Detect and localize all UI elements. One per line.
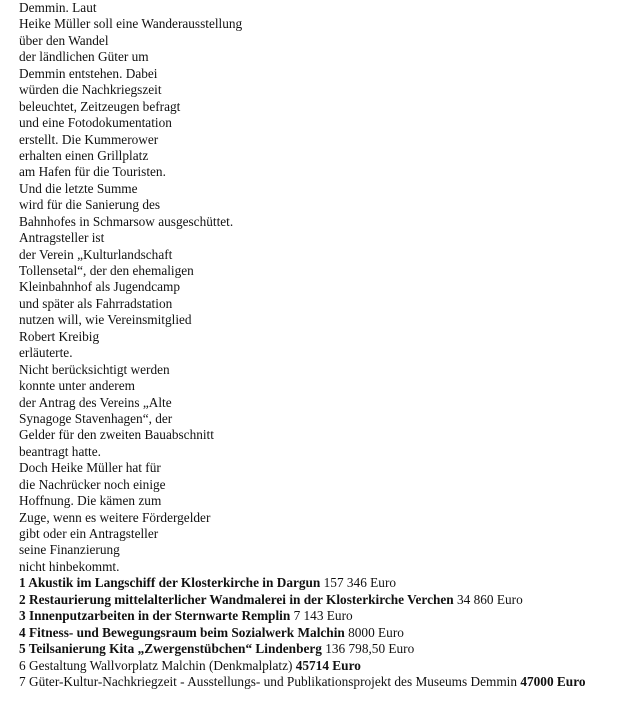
text-line: über den Wandel <box>19 32 109 48</box>
project-title: 2 Restaurierung mittelalterlicher Wandmalerei in der Klosterkirche Verchen <box>19 591 454 607</box>
project-item <box>19 592 619 608</box>
project-title: 6 Gestaltung Wallvorplatz Malchin (Denkmalplatz) <box>19 657 293 673</box>
text-line: Zuge, wenn es weitere Fördergelder <box>19 509 211 525</box>
text-line: am Hafen für die Touristen. <box>19 164 166 180</box>
project-title: 3 Innenputzarbeiten in der Sternwarte Remplin <box>19 608 291 624</box>
text-line: Und die letzte Summe <box>19 180 138 196</box>
text-line: der Antrag des Vereins „Alte <box>19 394 172 410</box>
article-text <box>19 0 619 575</box>
text-line: Robert Kreibig <box>19 328 100 344</box>
project-item <box>19 658 619 674</box>
text-line: Doch Heike Müller hat für <box>19 460 161 476</box>
project-amount: 45714 Euro <box>295 657 361 673</box>
project-item <box>19 625 619 641</box>
text-line: Synagoge Stavenhagen“, der <box>19 410 173 426</box>
project-amount: 34 860 Euro <box>457 591 523 607</box>
text-line: Hoffnung. Die kämen zum <box>19 493 162 509</box>
text-line: Bahnhofes in Schmarsow ausgeschüttet. <box>19 213 234 229</box>
project-item <box>19 608 619 624</box>
text-line: Demmin. Laut <box>19 0 97 15</box>
project-amount: 7 143 Euro <box>293 608 353 624</box>
project-title: 7 Güter-Kultur-Nachkriegzeit - Ausstellungs- und Publikationsprojekt des Museums Demmin <box>19 673 518 689</box>
project-amount: 136 798,50 Euro <box>325 641 415 657</box>
project-title: 1 Akustik im Langschiff der Klosterkirche in Dargun <box>19 575 321 591</box>
text-line: Gelder für den zweiten Bauabschnitt <box>19 427 214 443</box>
text-line: die Nachrücker noch einige <box>19 476 166 492</box>
project-title: 5 Teilsanierung Kita „Zwergenstübchen“ Lindenberg <box>19 641 322 657</box>
text-line: Tollensetal“, der den ehemaligen <box>19 263 194 278</box>
text-line: Nicht berücksichtigt werden <box>19 361 170 377</box>
project-item <box>19 641 619 657</box>
text-line: nutzen will, wie Vereinsmitglied <box>19 312 192 328</box>
project-amount: 8000 Euro <box>348 624 404 640</box>
project-amount: 47000 Euro <box>520 673 586 689</box>
text-line: seine Finanzierung <box>19 542 120 558</box>
project-amount: 157 346 Euro <box>323 575 397 591</box>
text-line: Antragsteller ist <box>19 230 105 246</box>
text-line: und später als Fahrradstation <box>19 295 173 311</box>
text-line: würden die Nachkriegszeit <box>19 82 162 98</box>
project-item <box>19 575 619 591</box>
text-line: beantragt hatte. <box>19 443 101 459</box>
text-line: beleuchtet, Zeitzeugen befragt <box>19 98 181 114</box>
text-line: Demmin entstehen. Dabei <box>19 65 158 81</box>
project-title: 4 Fitness- und Bewegungsraum beim Sozialwerk Malchin <box>19 624 345 640</box>
text-line: nicht hinbekommt. <box>19 558 120 574</box>
text-line: konnte unter anderem <box>19 378 135 394</box>
text-line: erstellt. Die Kummerower <box>19 131 159 147</box>
text-line: und eine Fotodokumentation <box>19 115 172 131</box>
text-line: gibt oder ein Antragsteller <box>19 526 159 541</box>
text-line: der Verein „Kulturlandschaft <box>19 246 173 262</box>
text-line: Kleinbahnhof als Jugendcamp <box>19 279 180 295</box>
text-line: wird für die Sanierung des <box>19 197 161 213</box>
project-item <box>19 674 619 690</box>
text-line: erhalten einen Grillplatz <box>19 147 149 163</box>
text-line: Heike Müller soll eine Wanderausstellung <box>19 16 243 32</box>
text-line: erläuterte. <box>19 345 73 361</box>
text-line: der ländlichen Güter um <box>19 49 149 65</box>
project-list <box>19 575 619 690</box>
document-body <box>19 0 619 690</box>
